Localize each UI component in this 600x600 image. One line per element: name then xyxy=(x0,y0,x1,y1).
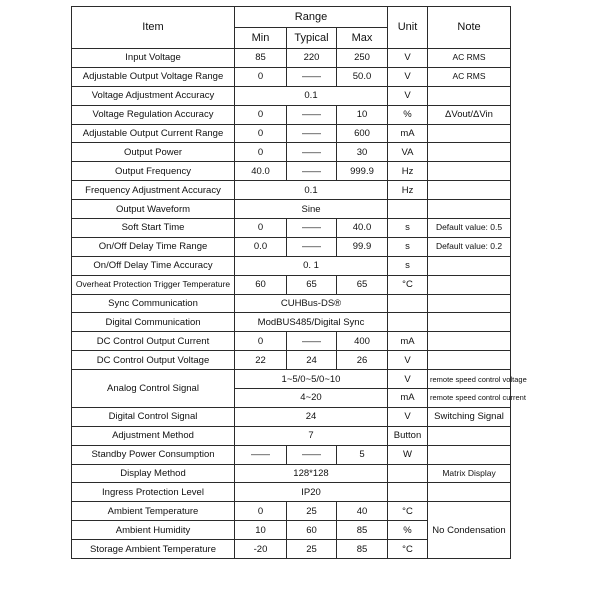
unit-cell: % xyxy=(388,521,428,540)
typical-cell: —— xyxy=(287,162,337,181)
table-row xyxy=(72,407,511,426)
unit-cell: mA xyxy=(388,124,428,143)
max-cell: 99.9 xyxy=(337,237,388,256)
note-cell xyxy=(428,351,511,370)
typical-cell: —— xyxy=(287,124,337,143)
unit-cell: V xyxy=(388,67,428,86)
max-cell: 400 xyxy=(337,332,388,351)
unit-cell: s xyxy=(388,237,428,256)
item-cell: Overheat Protection Trigger Temperature xyxy=(72,275,235,294)
item-cell: On/Off Delay Time Range xyxy=(72,237,235,256)
note-cell xyxy=(428,162,511,181)
item-cell: Adjustable Output Voltage Range xyxy=(72,67,235,86)
unit-cell: mA xyxy=(388,332,428,351)
value-cell: 0. 1 xyxy=(235,256,388,275)
table-row xyxy=(72,426,511,445)
note-cell xyxy=(428,256,511,275)
max-cell: 26 xyxy=(337,351,388,370)
typical-cell: —— xyxy=(287,237,337,256)
unit-cell: Button xyxy=(388,426,428,445)
min-cell: -20 xyxy=(235,540,287,559)
value-cell: Sine xyxy=(235,200,388,219)
item-cell: Sync Communication xyxy=(72,294,235,313)
unit-cell: VA xyxy=(388,143,428,162)
table-row xyxy=(72,105,511,124)
note-cell: AC RMS xyxy=(428,67,511,86)
max-cell: 40 xyxy=(337,502,388,521)
unit-cell: V xyxy=(388,407,428,426)
value-cell: 0.1 xyxy=(235,181,388,200)
item-cell: Ambient Humidity xyxy=(72,521,235,540)
unit-cell: Hz xyxy=(388,162,428,181)
table-row xyxy=(72,370,511,389)
note-cell: remote speed control voltage xyxy=(428,370,511,389)
max-cell: 5 xyxy=(337,445,388,464)
item-cell: Ingress Protection Level xyxy=(72,483,235,502)
min-cell: 0 xyxy=(235,124,287,143)
max-cell: 40.0 xyxy=(337,219,388,238)
table-row xyxy=(72,351,511,370)
note-cell: No Condensation xyxy=(428,502,511,559)
typical-cell: —— xyxy=(287,105,337,124)
min-cell: 40.0 xyxy=(235,162,287,181)
item-cell: Frequency Adjustment Accuracy xyxy=(72,181,235,200)
spec-table-container xyxy=(71,6,527,559)
item-cell: Adjustable Output Current Range xyxy=(72,124,235,143)
note-cell xyxy=(428,294,511,313)
typical-cell: —— xyxy=(287,67,337,86)
typical-cell: —— xyxy=(287,143,337,162)
table-row xyxy=(72,445,511,464)
value-cell: IP20 xyxy=(235,483,388,502)
unit-cell: V xyxy=(388,351,428,370)
note-cell xyxy=(428,200,511,219)
value-cell: 4~20 xyxy=(235,389,388,408)
max-cell: 50.0 xyxy=(337,67,388,86)
table-row xyxy=(72,332,511,351)
item-cell: Output Frequency xyxy=(72,162,235,181)
note-cell: Matrix Display xyxy=(428,464,511,483)
min-cell: 0.0 xyxy=(235,237,287,256)
unit-cell xyxy=(388,200,428,219)
min-cell: 0 xyxy=(235,332,287,351)
table-row xyxy=(72,237,511,256)
note-cell xyxy=(428,483,511,502)
table-row xyxy=(72,200,511,219)
header-range: Range xyxy=(235,7,388,28)
unit-cell xyxy=(388,483,428,502)
value-cell: 0.1 xyxy=(235,86,388,105)
typical-cell: 60 xyxy=(287,521,337,540)
note-cell xyxy=(428,275,511,294)
table-row xyxy=(72,275,511,294)
note-cell: remote speed control current xyxy=(428,389,511,408)
unit-cell: °C xyxy=(388,275,428,294)
table-row xyxy=(72,86,511,105)
value-cell: 128*128 xyxy=(235,464,388,483)
min-cell: 0 xyxy=(235,143,287,162)
item-cell: Digital Communication xyxy=(72,313,235,332)
item-cell: Input Voltage xyxy=(72,49,235,68)
min-cell: 85 xyxy=(235,49,287,68)
item-cell: Storage Ambient Temperature xyxy=(72,540,235,559)
note-cell: Default value: 0.5 xyxy=(428,219,511,238)
unit-cell: W xyxy=(388,445,428,464)
table-row xyxy=(72,67,511,86)
table-row xyxy=(72,502,511,521)
item-cell: DC Control Output Voltage xyxy=(72,351,235,370)
unit-cell xyxy=(388,313,428,332)
note-cell: AC RMS xyxy=(428,49,511,68)
value-cell: ModBUS485/Digital Sync xyxy=(235,313,388,332)
table-row xyxy=(72,464,511,483)
min-cell: 0 xyxy=(235,67,287,86)
typical-cell: 24 xyxy=(287,351,337,370)
item-cell: Soft Start Time xyxy=(72,219,235,238)
typical-cell: 220 xyxy=(287,49,337,68)
table-row xyxy=(72,143,511,162)
min-cell: 0 xyxy=(235,219,287,238)
note-cell: ΔVout/ΔVin xyxy=(428,105,511,124)
note-cell xyxy=(428,181,511,200)
table-row xyxy=(72,181,511,200)
max-cell: 10 xyxy=(337,105,388,124)
max-cell: 600 xyxy=(337,124,388,143)
unit-cell: °C xyxy=(388,502,428,521)
unit-cell xyxy=(388,294,428,313)
min-cell: —— xyxy=(235,445,287,464)
table-row xyxy=(72,256,511,275)
max-cell: 30 xyxy=(337,143,388,162)
header-row xyxy=(72,7,511,28)
table-row xyxy=(72,124,511,143)
table-row xyxy=(72,219,511,238)
header-item: Item xyxy=(72,7,235,49)
max-cell: 85 xyxy=(337,521,388,540)
typical-cell: —— xyxy=(287,219,337,238)
note-cell xyxy=(428,86,511,105)
header-min: Min xyxy=(235,28,287,49)
item-cell: Output Power xyxy=(72,143,235,162)
item-cell: DC Control Output Current xyxy=(72,332,235,351)
unit-cell: mA xyxy=(388,389,428,408)
note-cell xyxy=(428,124,511,143)
unit-cell: °C xyxy=(388,540,428,559)
unit-cell: V xyxy=(388,49,428,68)
unit-cell: V xyxy=(388,86,428,105)
item-cell: Adjustment Method xyxy=(72,426,235,445)
item-cell: Output Waveform xyxy=(72,200,235,219)
spec-table xyxy=(71,6,527,559)
value-cell: 7 xyxy=(235,426,388,445)
unit-cell: Hz xyxy=(388,181,428,200)
item-cell: Voltage Regulation Accuracy xyxy=(72,105,235,124)
item-cell: Voltage Adjustment Accuracy xyxy=(72,86,235,105)
item-cell: Digital Control Signal xyxy=(72,407,235,426)
item-cell: Standby Power Consumption xyxy=(72,445,235,464)
table-row xyxy=(72,313,511,332)
typical-cell: 25 xyxy=(287,540,337,559)
note-cell xyxy=(428,313,511,332)
min-cell: 0 xyxy=(235,502,287,521)
value-cell: CUHBus-DS® xyxy=(235,294,388,313)
max-cell: 250 xyxy=(337,49,388,68)
item-cell: Ambient Temperature xyxy=(72,502,235,521)
note-cell: Default value: 0.2 xyxy=(428,237,511,256)
typical-cell: 65 xyxy=(287,275,337,294)
note-cell xyxy=(428,143,511,162)
note-cell xyxy=(428,426,511,445)
header-typical: Typical xyxy=(287,28,337,49)
min-cell: 60 xyxy=(235,275,287,294)
item-cell: Analog Control Signal xyxy=(72,370,235,408)
typical-cell: 25 xyxy=(287,502,337,521)
item-cell: On/Off Delay Time Accuracy xyxy=(72,256,235,275)
table-row xyxy=(72,294,511,313)
table-row xyxy=(72,162,511,181)
note-cell: Switching Signal xyxy=(428,407,511,426)
unit-cell: s xyxy=(388,256,428,275)
min-cell: 0 xyxy=(235,105,287,124)
min-cell: 10 xyxy=(235,521,287,540)
note-cell xyxy=(428,445,511,464)
min-cell: 22 xyxy=(235,351,287,370)
header-note: Note xyxy=(428,7,511,49)
header-max: Max xyxy=(337,28,388,49)
max-cell: 85 xyxy=(337,540,388,559)
max-cell: 999.9 xyxy=(337,162,388,181)
unit-cell: V xyxy=(388,370,428,389)
table-row xyxy=(72,483,511,502)
header-unit: Unit xyxy=(388,7,428,49)
note-cell xyxy=(428,332,511,351)
unit-cell: % xyxy=(388,105,428,124)
table-row xyxy=(72,49,511,68)
unit-cell xyxy=(388,464,428,483)
value-cell: 24 xyxy=(235,407,388,426)
item-cell: Display Method xyxy=(72,464,235,483)
value-cell: 1~5/0~5/0~10 xyxy=(235,370,388,389)
unit-cell: s xyxy=(388,219,428,238)
max-cell: 65 xyxy=(337,275,388,294)
typical-cell: —— xyxy=(287,332,337,351)
typical-cell: —— xyxy=(287,445,337,464)
